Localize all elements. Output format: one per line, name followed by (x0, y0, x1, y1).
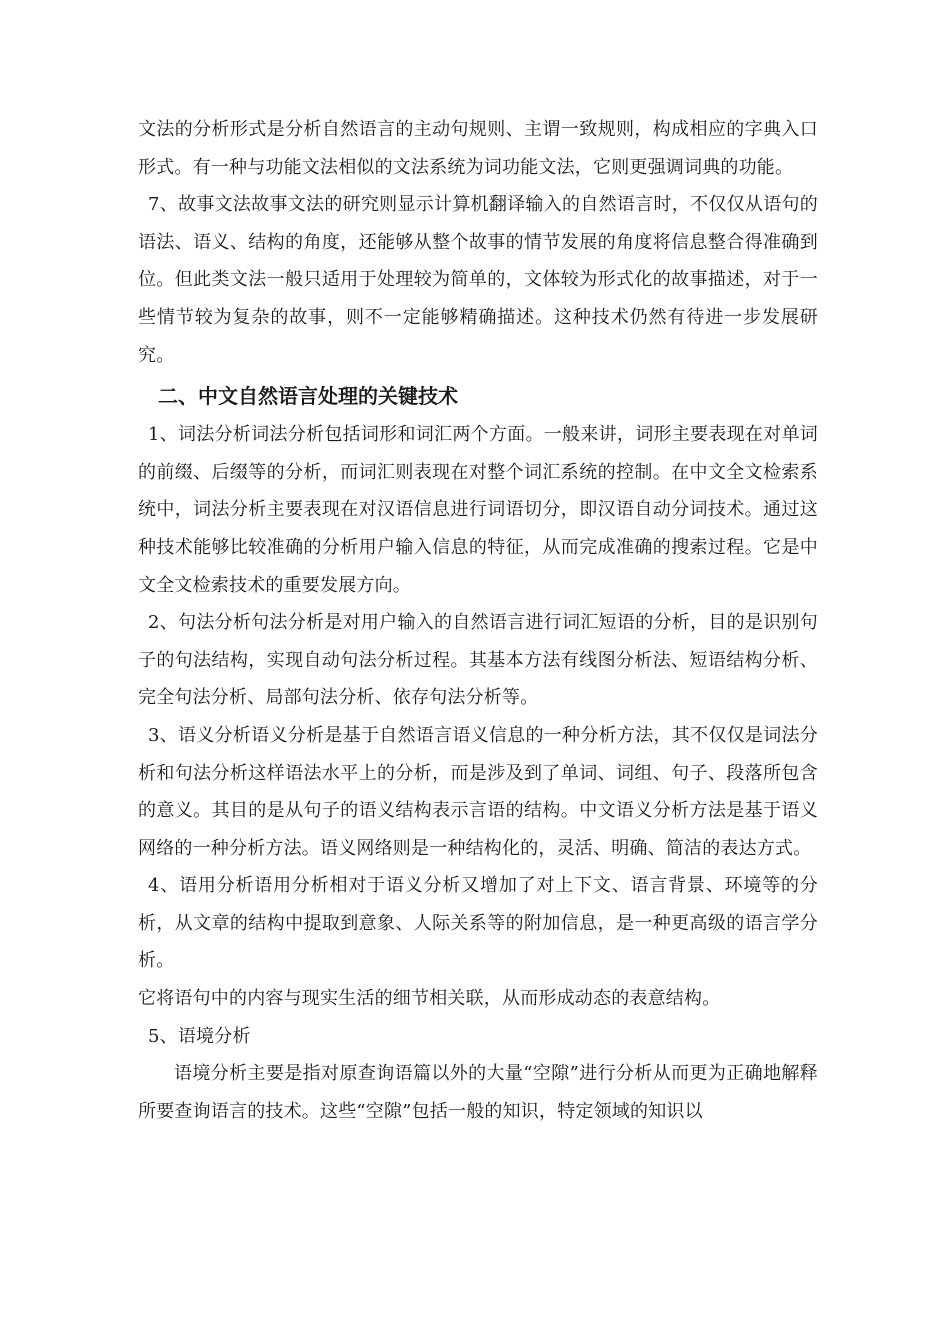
section-heading: 二、中文自然语言处理的关键技术 (158, 384, 458, 409)
paragraph-context-analysis-title: 5、语境分析 (148, 1025, 251, 1047)
paragraph-lexical-analysis: 1、词法分析词法分析包括词形和词汇两个方面。一般来讲，词形主要表现在对单词的前缀、后缀等的分析，而词汇则表现在对整个词汇系统的控制。在中文全文检索系统中，词法分析主要表现在对汉语信息进行词语切分，即汉语自动分词技术。通过这种技术能够比较准确的分析用户输入信息的特征，从而完成准确的搜索过程。它是中文全文检索技术的重要发展方向。 (138, 424, 818, 596)
paragraph-semantic-analysis: 3、语义分析语义分析是基于自然语言语义信息的一种分析方法，其不仅仅是词法分析和句法分析这样语法水平上的分析，而是涉及到了单词、词组、句子、段落所包含的意义。其目的是从句子的语义结构表示言语的结构。中文语义分析方法是基于语义网络的一种分析方法。语义网络则是一种结构化的，灵活、明确、简洁的表达方式。 (138, 724, 818, 859)
paragraph-word-function-grammar: 文法的分析形式是分析自然语言的主动句规则、主谓一致规则，构成相应的字典入口形式。有一种与功能文法相似的文法系统为词功能文法，它则更强调词典的功能。 (138, 119, 818, 178)
paragraph-context-analysis: 语境分析主要是指对原查询语篇以外的大量“空隙”进行分析从而更为正确地解释所要查询语言的技术。这些“空隙”包括一般的知识，特定领域的知识以 (138, 1063, 818, 1122)
paragraph-syntactic-analysis: 2、句法分析句法分析是对用户输入的自然语言进行词汇短语的分析，目的是识别句子的句法结构，实现自动句法分析过程。其基本方法有线图分析法、短语结构分析、完全句法分析、局部句法分析、依存句法分析等。 (138, 612, 818, 709)
paragraph-story-grammar: 7、故事文法故事文法的研究则显示计算机翻译输入的自然语言时，不仅仅从语句的语法、语义、结构的角度，还能够从整个故事的情节发展的角度将信息整合得准确到位。但此类文法一般只适用于处理较为简单的，文体较为形式化的故事描述，对于一些情节较为复杂的故事，则不一定能够精确描述。这种技术仍然有待进一步发展研究。 (138, 194, 818, 366)
paragraph-pragmatic-continuation: 它将语句中的内容与现实生活的细节相关联，从而形成动态的表意结构。 (138, 988, 721, 1010)
document-page (138, 111, 818, 1130)
paragraph-pragmatic-analysis: 4、语用分析语用分析相对于语义分析又增加了对上下文、语言背景、环境等的分析，从文章的结构中提取到意象、人际关系等的附加信息，是一种更高级的语言学分析。 (138, 875, 818, 972)
